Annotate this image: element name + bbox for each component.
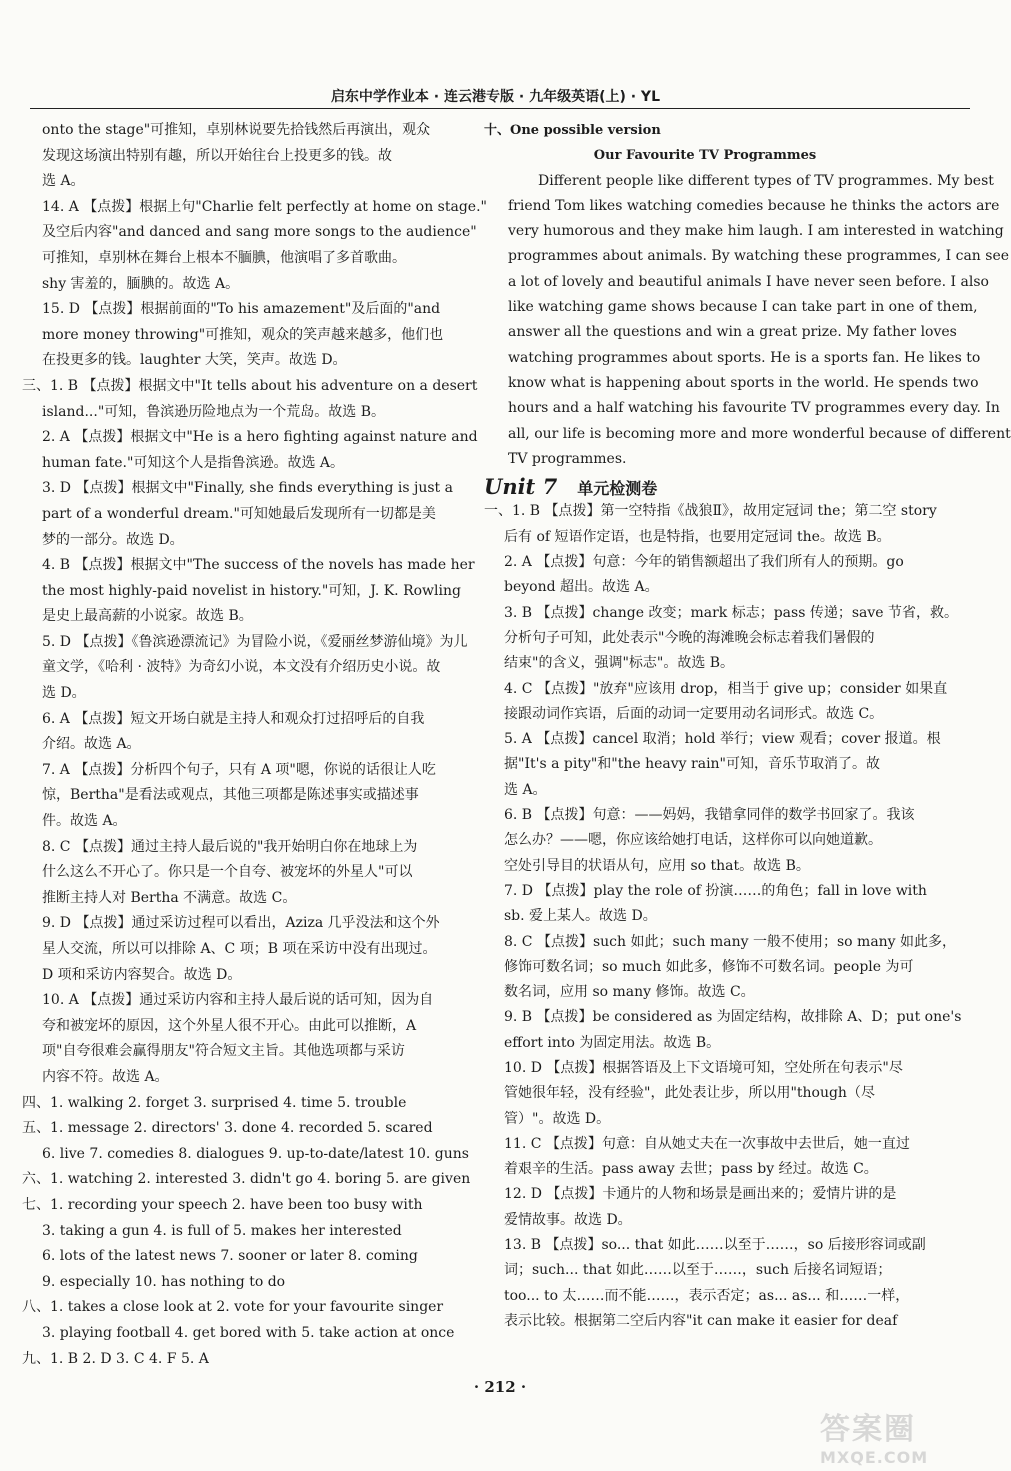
text-line: 选 A。	[504, 781, 547, 798]
text-line: 一、1. B 【点拨】第一空特指《战狼Ⅱ》，故用定冠词 the；第二空 story	[484, 503, 937, 520]
text-line: Different people like different types of TV programmes. My best	[538, 172, 994, 189]
text-line: 管她很年轻，没有经验"，此处表让步，所以用"though（尽	[504, 1085, 875, 1102]
text-line: 后有 of 短语作定语，也是特指，也要用定冠词 the。故选 B。	[504, 528, 891, 545]
text-line: 在投更多的钱。laughter 大笑，笑声。故选 D。	[42, 352, 347, 369]
text-line: programmes about animals. By watching these programmes, I can see	[508, 248, 1010, 265]
text-line: the most highly-paid novelist in history."可知，J. K. Rowling	[42, 582, 461, 599]
text-line: 梦的一部分。故选 D。	[42, 531, 184, 548]
text-line: 9. B 【点拨】be considered as 为固定结构，故排除 A、D；put one's	[504, 1009, 962, 1026]
text-line: 爱情故事。故选 D。	[504, 1211, 632, 1228]
right-column	[484, 118, 1011, 1334]
text-line: 夸和被宠坏的原因，这个外星人很不开心。由此可以推断，A	[42, 1017, 417, 1034]
page-number: · 212 ·	[473, 1378, 527, 1396]
text-line: 4. C 【点拨】"放弃"应该用 drop，相当于 give up；consider 如果直	[504, 680, 948, 697]
text-line: 结束"的含义，强调"标志"。故选 B。	[504, 655, 735, 672]
text-line: 6. lots of the latest news 7. sooner or later 8. coming	[42, 1248, 418, 1265]
text-line: 九、1. B 2. D 3. C 4. F 5. A	[22, 1350, 209, 1367]
text-line: 怎么办？——嗯，你应该给她打电话，这样你可以向她道歉。	[504, 832, 882, 849]
text-line: 8. C 【点拨】such 如此；such many 一般不使用；so many 如此多，	[504, 933, 957, 950]
text-line: 分析句子可知，此处表示"今晚的海滩晚会标志着我们暑假的	[504, 629, 875, 646]
text-line: 6. A 【点拨】短文开场白就是主持人和观众打过招呼后的自我	[42, 710, 425, 727]
text-line: onto the stage"可推知，卓别林说要先拾钱然后再演出，观众	[42, 122, 431, 138]
text-line: 2. A 【点拨】句意：今年的销售额超出了我们所有人的预期。go	[504, 554, 904, 571]
text-line: 12. D 【点拨】卡通片的人物和场景是画出来的；爱情片讲的是	[504, 1186, 897, 1203]
unit-subtitle: 单元检测卷	[577, 479, 658, 499]
text-line: 推断主持人对 Bertha 不满意。故选 C。	[42, 889, 297, 906]
text-line: 5. D 【点拨】《鲁滨逊漂流记》为冒险小说，《爱丽丝梦游仙境》为儿	[42, 633, 468, 650]
text-line: hours and a half watching his favourite TV programmes every day. In	[508, 400, 1000, 417]
text-line: too... to 太……而不能……，表示否定；as... as... 和……一样，	[504, 1287, 910, 1304]
text-line: 五、1. message 2. directors' 3. done 4. recorded 5. scared	[22, 1120, 433, 1137]
text-line: like watching game shows because I can take part in one of them,	[508, 299, 978, 316]
text-line: more money throwing"可推知，观众的笑声越来越多，他们也	[42, 326, 444, 343]
text-line: 四、1. walking 2. forget 3. surprised 4. time 5. trouble	[22, 1094, 407, 1111]
text-line: 6. B 【点拨】句意：——妈妈，我错拿同伴的数学书回家了。我该	[504, 807, 915, 824]
text-line: 发现这场演出特别有趣，所以开始往台上投更多的钱。故	[42, 147, 392, 164]
text-line: shy 害羞的，腼腆的。故选 A。	[42, 275, 240, 292]
text-line: 9. especially 10. has nothing to do	[42, 1273, 286, 1290]
text-line: know what is happening about sports in the world. He spends two	[508, 374, 979, 391]
book-title: 启东中学作业本 · 连云港专版 · 九年级英语(上) · YL	[330, 89, 660, 105]
page-header	[30, 84, 970, 109]
text-line: 惊，Bertha"是看法或观点，其他三项都是陈述事实或描述事	[42, 787, 419, 804]
left-column	[22, 118, 487, 1372]
text-line: 选 A。	[42, 173, 85, 190]
text-line: answer all the questions and win a great prize. My father loves	[508, 324, 957, 341]
watermark-logo: 答案圈	[820, 1412, 916, 1447]
text-line: 词；such... that 如此……以至于……，such 后接名词短语；	[504, 1262, 892, 1279]
text-line: Our Favourite TV Programmes	[593, 148, 817, 164]
text-line: 7. D 【点拨】play the role of 扮演……的角色；fall in love with	[504, 882, 927, 899]
text-line: 选 D。	[42, 685, 86, 702]
text-line: 10. A 【点拨】通过采访内容和主持人最后说的话可知，因为自	[42, 992, 434, 1009]
text-line: island..."可知，鲁滨逊历险地点为一个荒岛。故选 B。	[42, 403, 385, 420]
text-line: 3. B 【点拨】change 改变；mark 标志；pass 传递；save 节省，救。	[504, 604, 959, 621]
text-line: TV programmes.	[508, 450, 627, 467]
text-line: 及空后内容"and danced and sang more songs to the audience"	[42, 224, 477, 241]
text-line: 八、1. takes a close look at 2. vote for your favourite singer	[22, 1299, 444, 1316]
text-line: 15. D 【点拨】根据前面的"To his amazement"及后面的"and	[42, 301, 441, 318]
text-line: 空处引导目的状语从句，应用 so that。故选 B。	[504, 857, 810, 874]
unit-title: Unit 7	[484, 474, 558, 500]
text-line: 七、1. recording your speech 2. have been too busy with	[22, 1196, 423, 1213]
text-line: friend Tom likes watching comedies because he thinks the actors are	[508, 197, 1000, 214]
text-line: 3. D 【点拨】根据文中"Finally, she finds everything is just a	[42, 480, 453, 497]
text-line: 接跟动词作宾语，后面的动词一定要用动名词形式。故选 C。	[504, 705, 884, 722]
text-line: watching programmes about sports. He is a sports fan. He likes to	[508, 349, 981, 366]
text-line: 2. A 【点拨】根据文中"He is a hero fighting against nature and	[42, 429, 478, 446]
text-line: 管）"。故选 D。	[504, 1110, 611, 1127]
text-line: 11. C 【点拨】句意：自从她丈夫在一次事故中去世后，她一直过	[504, 1135, 910, 1152]
text-line: human fate."可知这个人是指鲁滨逊。故选 A。	[42, 454, 345, 471]
text-line: all, our life is becoming more and more wonderful because of different	[508, 425, 1011, 442]
text-line: very humorous and they make him laugh. I am interested in watching	[508, 223, 1004, 240]
text-line: 5. A 【点拨】cancel 取消；hold 举行；view 观看；cover 报道。根	[504, 731, 941, 748]
text-line: 童文学，《哈利 · 波特》为奇幻小说，本文没有介绍历史小说。故	[42, 659, 441, 676]
text-line: 十、One possible version	[484, 123, 661, 138]
text-line: 4. B 【点拨】根据文中"The success of the novels has made her	[42, 557, 475, 574]
text-line: 星人交流，所以可以排除 A、C 项；B 项在采访中没有出现过。	[42, 941, 437, 957]
text-line: 13. B 【点拨】so... that 如此……以至于……，so 后接形容词或副	[504, 1237, 926, 1254]
text-line: 14. A 【点拨】根据上句"Charlie felt perfectly at home on stage."	[42, 198, 487, 215]
text-line: 着艰辛的生活。pass away 去世；pass by 经过。故选 C。	[504, 1161, 878, 1178]
text-line: 3. taking a gun 4. is full of 5. makes her interested	[42, 1222, 402, 1239]
text-line: 8. C 【点拨】通过主持人最后说的"我开始明白你在地球上为	[42, 838, 418, 855]
text-line: 据"It's a pity"和"the heavy rain"可知，音乐节取消了。故	[504, 756, 880, 773]
text-line: 10. D 【点拨】根据答语及上下文语境可知，空处所在句表示"尽	[504, 1059, 903, 1076]
text-line: 6. live 7. comedies 8. dialogues 9. up-to-date/latest 10. guns	[42, 1145, 469, 1162]
text-line: a lot of lovely and beautiful animals I have never seen before. I also	[508, 273, 989, 290]
unit-heading	[484, 472, 926, 499]
text-line: part of a wonderful dream."可知她最后发现所有一切都是美	[42, 505, 436, 522]
text-line: 表示比较。根据第二空后内容"it can make it easier for deaf	[504, 1312, 898, 1329]
text-line: 什么这么不开心了。你只是一个自夸、被宠坏的外星人"可以	[42, 864, 413, 881]
text-line: 件。故选 A。	[42, 813, 127, 830]
text-line: beyond 超出。故选 A。	[504, 579, 659, 596]
text-line: 六、1. watching 2. interested 3. didn't go 4. boring 5. are given	[22, 1171, 471, 1188]
text-line: D 项和采访内容契合。故选 D。	[42, 966, 242, 983]
text-line: 7. A 【点拨】分析四个句子，只有 A 项"嗯，你说的话很让人吃	[42, 761, 436, 778]
text-line: 9. D 【点拨】通过采访过程可以看出，Aziza 几乎没法和这个外	[42, 915, 440, 932]
text-line: 介绍。故选 A。	[42, 736, 141, 753]
text-line: sb. 爱上某人。故选 D。	[504, 908, 657, 925]
text-line: 三、1. B 【点拨】根据文中"It tells about his adventure on a desert	[22, 377, 478, 394]
text-line: 项"自夸很难会赢得朋友"符合短文主旨。其他选项都与采访	[42, 1043, 405, 1060]
text-line: effort into 为固定用法。故选 B。	[504, 1034, 721, 1051]
text-line: 是史上最高薪的小说家。故选 B。	[42, 608, 253, 625]
watermark-url: MXQE.COM	[820, 1448, 929, 1467]
text-line: 3. playing football 4. get bored with 5. take action at once	[42, 1324, 455, 1341]
text-line: 数名词，应用 so many 修饰。故选 C。	[504, 984, 755, 1001]
text-line: 内容不符。故选 A。	[42, 1068, 169, 1085]
watermark	[820, 1404, 970, 1467]
text-line: 修饰可数名词；so much 如此多，修饰不可数名词。people 为可	[504, 958, 914, 975]
text-line: 可推知，卓别林在舞台上根本不腼腆，他演唱了多首歌曲。	[42, 249, 406, 266]
